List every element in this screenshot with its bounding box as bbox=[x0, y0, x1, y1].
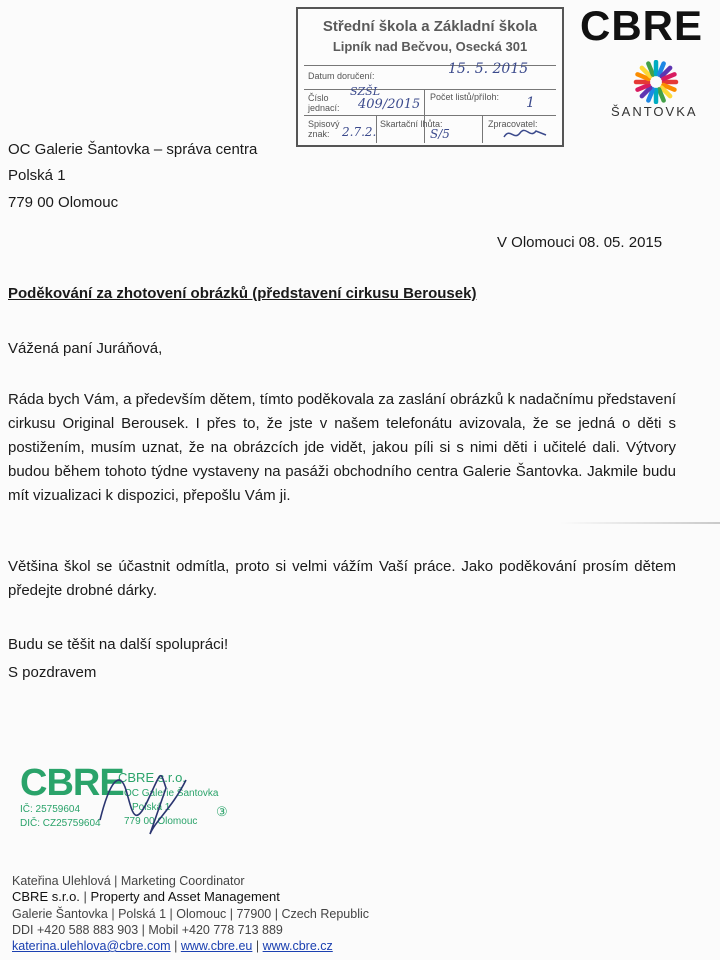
stamp-value-number-top: SZŠL bbox=[350, 85, 381, 98]
stamp-label-number: Číslo jednací: bbox=[308, 93, 340, 113]
company-stamp-line2: Polská 1 bbox=[132, 802, 171, 813]
stamp-value-file-mark: 2.7.2. bbox=[342, 125, 377, 139]
stamp-label-processor: Zpracovatel: bbox=[488, 119, 538, 129]
footer-person: Kateřina Ulehlová | Marketing Coordinator bbox=[12, 874, 245, 888]
stamp-value-pages: 1 bbox=[526, 95, 535, 111]
footer-address-part: Olomouc bbox=[176, 907, 227, 921]
stamp-value-shredding: S/5 bbox=[430, 127, 450, 141]
stamp-header bbox=[298, 17, 562, 57]
stamp-school-address: Lipník nad Bečvou, Osecká 301 bbox=[332, 39, 528, 54]
stamp-label-date: Datum doručení: bbox=[308, 71, 375, 81]
recipient-line1: OC Galerie Šantovka – správa centra bbox=[8, 141, 258, 158]
footer-role: Marketing Coordinator bbox=[120, 874, 245, 888]
stamp-label-pages: Počet listů/příloh: bbox=[430, 92, 500, 102]
footer-address: Galerie Šantovka | Polská 1 | Olomouc | 77900 | Czech Republic bbox=[12, 907, 369, 921]
cbre-logo: CBRE bbox=[580, 2, 704, 49]
body-paragraph-2: Většina škol se účastnit odmítla, proto si velmi vážím Vaší práce. Jako poděkování prosím dětem předejte drobné dárky. bbox=[8, 558, 676, 599]
registry-stamp bbox=[296, 7, 564, 147]
footer-web-eu-link[interactable]: www.cbre.eu bbox=[180, 939, 253, 953]
footer-links: katerina.ulehlova@cbre.com | www.cbre.eu | www.cbre.cz bbox=[12, 939, 333, 953]
stamp-divider bbox=[482, 115, 483, 143]
handwritten-signature-icon bbox=[90, 760, 190, 840]
company-stamp-number: ③ bbox=[216, 804, 228, 819]
footer-address-part: Czech Republic bbox=[281, 907, 369, 921]
footer-company: CBRE s.r.o. | Property and Asset Management bbox=[12, 889, 280, 904]
recipient-line3: 779 00 Olomouc bbox=[8, 194, 119, 211]
stamp-value-date: 15. 5. 2015 bbox=[448, 61, 529, 77]
footer-mobile: Mobil +420 778 713 889 bbox=[148, 923, 283, 937]
footer-phones: DDI +420 588 883 903 | Mobil +420 778 713 889 bbox=[12, 923, 283, 937]
body-paragraph-1: Ráda bych Vám, a především dětem, tímto poděkovala za zaslání obrázků k nadačnímu představení cirkusu Original Berousek. I přes to, že jste v našem telefonátu avizovala, že se jedná o děti s postižením, musím uznat, že na obrázcích jde vidět, jakou píli si s nimi děti i učitelé dali. Výtvory budou během tohoto týdne vystaveny na pasáži obchodního centra Galerie Šantovka. Jakmile budu mít vizualizaci k dispozici, přepošlu Vám ji. bbox=[8, 391, 676, 504]
footer-address-part: 77900 bbox=[236, 907, 272, 921]
closing-line: Budu se těšit na další spolupráci! bbox=[8, 636, 229, 653]
footer-division: Property and Asset Management bbox=[90, 889, 280, 904]
footer-address-part: Galerie Šantovka bbox=[12, 907, 108, 921]
paper-fold bbox=[560, 522, 720, 524]
company-stamp-name: CBRE s.r.o. bbox=[118, 770, 186, 785]
processor-signature-icon bbox=[502, 125, 548, 143]
company-stamp-logo: CBRE bbox=[20, 762, 124, 804]
footer-ddi: DDI +420 588 883 903 bbox=[12, 923, 139, 937]
salutation: Vážená paní Juráňová, bbox=[8, 340, 163, 357]
footer-company-name: CBRE s.r.o. bbox=[12, 889, 80, 904]
footer-web-cz-link[interactable]: www.cbre.cz bbox=[262, 939, 333, 953]
footer-address-part: Polská 1 bbox=[118, 907, 167, 921]
santovka-logo-text: ŠANTOVKA bbox=[611, 104, 698, 119]
company-stamp-dic: DIČ: CZ25759604 bbox=[20, 818, 101, 829]
stamp-school-name: Střední škola a Základní škola bbox=[322, 18, 538, 35]
santovka-logo-icon bbox=[632, 60, 680, 104]
company-stamp-ic: IČ: 25759604 bbox=[20, 804, 81, 815]
stamp-label-file-mark: Spisový znak: bbox=[308, 119, 340, 139]
letter-date: V Olomouci 08. 05. 2015 bbox=[497, 234, 663, 251]
recipient-line2: Polská 1 bbox=[8, 167, 66, 184]
footer-name: Kateřina Ulehlová bbox=[12, 874, 111, 888]
footer-email-link[interactable]: katerina.ulehlova@cbre.com bbox=[12, 939, 171, 953]
stamp-divider bbox=[424, 89, 425, 143]
company-stamp-line1: OC Galerie Šantovka bbox=[124, 788, 219, 799]
stamp-value-number: 409/2015 bbox=[358, 97, 421, 112]
company-stamp-line3: 779 00 Olomouc bbox=[124, 816, 198, 827]
stamp-label-shredding: Skartační lhůta: bbox=[380, 119, 443, 129]
stamp-rule bbox=[304, 89, 556, 90]
closing-greeting: S pozdravem bbox=[8, 664, 97, 681]
stamp-rule bbox=[304, 115, 556, 116]
letter-subject: Poděkování za zhotovení obrázků (představení cirkusu Berousek) bbox=[8, 285, 477, 302]
